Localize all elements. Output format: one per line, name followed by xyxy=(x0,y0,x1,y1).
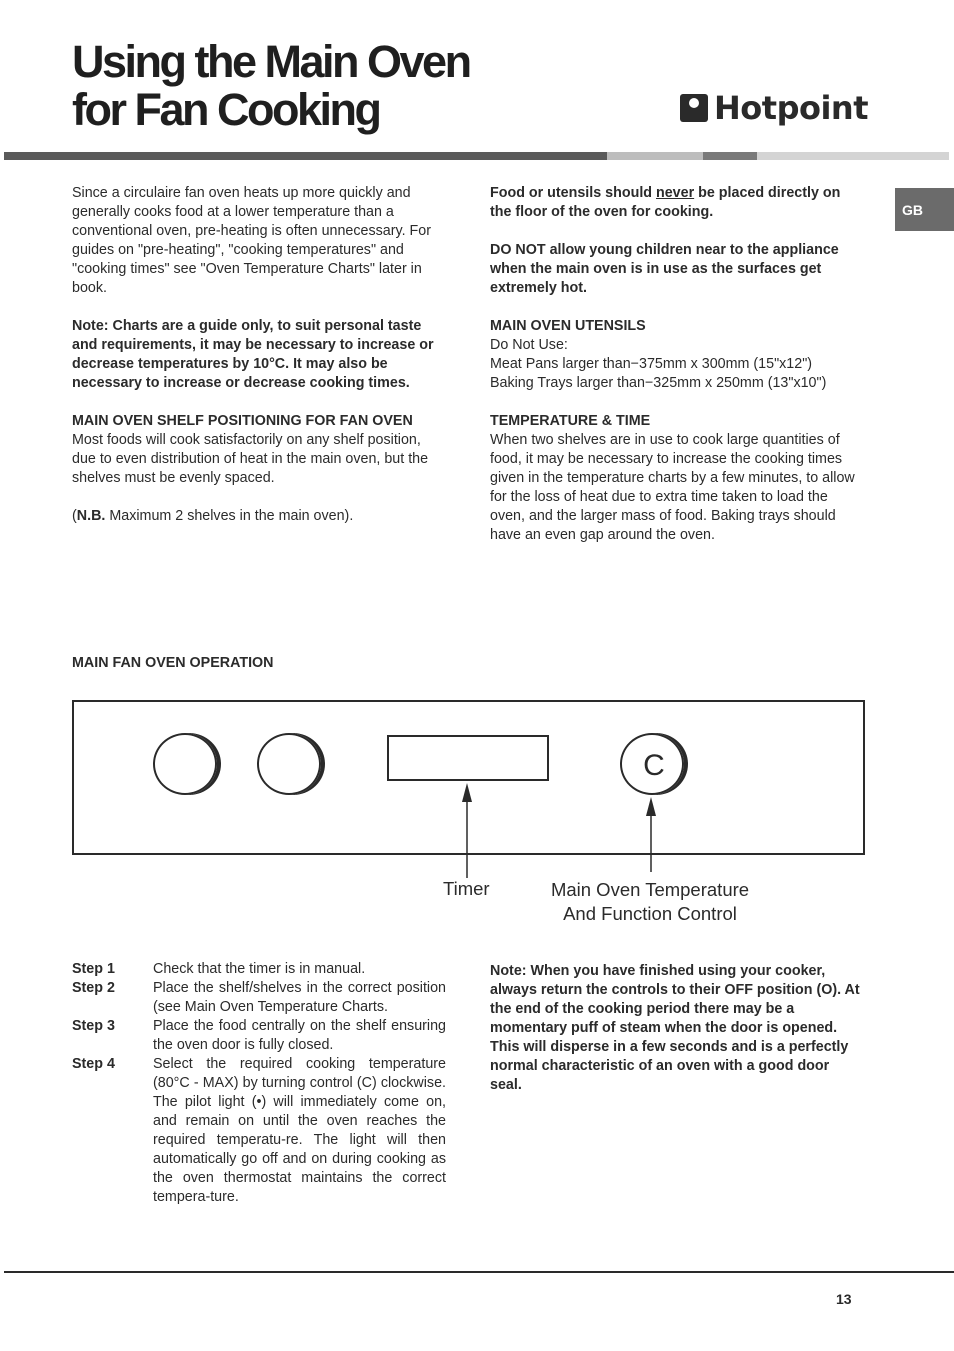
children-warning: DO NOT allow young children near to the appliance when the main oven is in use as the surfaces get extremely hot. xyxy=(490,242,839,296)
floor-warning-start: Food or utensils should xyxy=(490,185,656,201)
brand-name: Hotpoint xyxy=(714,89,868,127)
floor-warning-end: be placed directly on the floor of the oven for cooking. xyxy=(490,185,841,220)
temperature-label-line-2: And Function Control xyxy=(563,903,737,924)
step-item xyxy=(72,979,446,1017)
step-text: Check that the timer is in manual. xyxy=(153,961,366,977)
shelf-text: Most foods will cook satisfactorily on any shelf position, due to even distribution of heat in the main oven, but the shelves must be evenly spaced. xyxy=(72,432,429,486)
step-text: Select the required cooking temperature (80°C - MAX) by turning control (C) clockwise. The pilot light (•) will immediately come on, and remain on until the oven reaches the required temperatu-re. The light will then automatically go off and on during cooking as the oven thermostat maintains the correct tempera-ture. xyxy=(153,1056,446,1205)
nb-text: Maximum 2 shelves in the main oven). xyxy=(105,508,354,524)
nb-open-paren: ( xyxy=(72,508,77,524)
temperature-label-line-1: Main Oven Temperature xyxy=(550,879,750,900)
temperature-heading: TEMPERATURE & TIME xyxy=(490,413,651,429)
step-text: Place the shelf/shelves in the correct position (see Main Oven Temperature Charts. xyxy=(153,980,446,1015)
operation-steps xyxy=(72,960,446,1207)
step-item xyxy=(72,1017,446,1055)
language-tab-gb: GB xyxy=(895,188,954,231)
footer-rule xyxy=(4,1271,954,1273)
step-item xyxy=(72,960,446,979)
step-number: Step 4 xyxy=(72,1056,115,1072)
temperature-control-label xyxy=(530,878,770,926)
intro-paragraph: Since a circulaire fan oven heats up more quickly and generally cooks food at a lower temperature than a conventional oven, pre-heating is often unnecessary. For guides on "pre-heating", "cooking temperatures" and "cooking times" see "Oven Temperature Charts" later in book. xyxy=(72,185,431,296)
off-position-note: Note: When you have finished using your cooker, always return the controls to their OFF position (O). At the end of the cooking period there may be a momentary puff of steam when the door is opened. This will disperse in a few seconds and is a perfectly normal characteristic of an oven with a good door seal. xyxy=(490,963,860,1093)
control-c-letter: C xyxy=(643,749,665,782)
title-line-1: Using the Main Oven xyxy=(72,36,470,87)
step-text: Place the food centrally on the shelf ensuring the oven door is fully closed. xyxy=(153,1018,446,1053)
utensils-item-meat-pans: Meat Pans larger than−375mm x 300mm (15"x12") xyxy=(490,356,813,372)
utensils-heading: MAIN OVEN UTENSILS xyxy=(490,318,646,334)
title-line-2: for Fan Cooking xyxy=(72,84,380,135)
timer-arrow-icon xyxy=(462,783,472,878)
step-number: Step 2 xyxy=(72,980,115,996)
step-number: Step 1 xyxy=(72,961,115,977)
page-number: 13 xyxy=(836,1291,852,1307)
step-item xyxy=(72,1055,446,1207)
timer-label: Timer xyxy=(443,878,490,899)
temperature-arrow-icon xyxy=(646,797,656,872)
utensils-item-baking-trays: Baking Trays larger than−325mm x 250mm (13"x10") xyxy=(490,375,827,391)
floor-warning-never: never xyxy=(656,185,695,201)
step-number: Step 3 xyxy=(72,1018,115,1034)
charts-note: Note: Charts are a guide only, to suit personal taste and requirements, it may be necessary to increase or decrease temperatures by 10°C. It may also be necessary to increase or decrease cooking times. xyxy=(72,318,434,391)
operation-heading: MAIN FAN OVEN OPERATION xyxy=(72,655,274,671)
shelf-heading: MAIN OVEN SHELF POSITIONING FOR FAN OVEN xyxy=(72,413,413,429)
utensils-intro: Do Not Use: xyxy=(490,337,568,353)
temperature-text: When two shelves are in use to cook large quantities of food, it may be necessary to increase the cooking times given in the temperature charts by a few minutes, to allow for the loss of heat due to extra time taken to load the oven, and the larger mass of food. Baking trays should have an even gap around the oven. xyxy=(490,432,855,543)
nb-label: N.B. xyxy=(76,508,106,524)
